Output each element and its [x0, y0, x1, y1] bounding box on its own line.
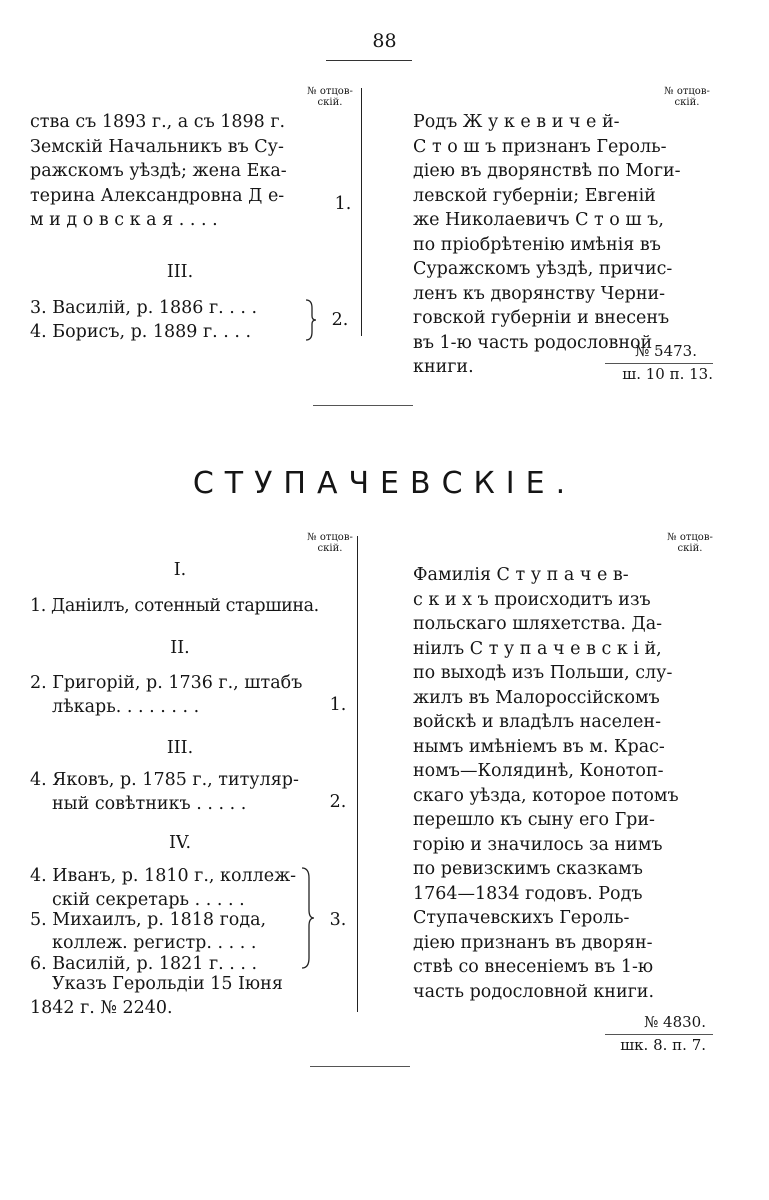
archive-location: ш. 10 п. 13. — [622, 365, 713, 383]
column-tag-left: № отцов- скій. — [307, 86, 353, 108]
person-entry: 6. Василій, р. 1821 г. . . . — [30, 954, 258, 974]
decree-line: Указъ Герольдіи 15 Іюня — [52, 974, 283, 994]
generation-heading: IV. — [168, 833, 192, 853]
reference-rule — [605, 1034, 713, 1035]
person-entry-cont: скій секретарь . . . . . — [52, 890, 245, 910]
person-entry: 3. Василій, р. 1886 г. . . . — [30, 298, 258, 318]
person-entry: 4. Борисъ, р. 1889 г. . . . — [30, 322, 252, 342]
person-entry: 2. Григорій, р. 1736 г., штабъ — [30, 673, 303, 693]
person-entry: 5. Михаилъ, р. 1818 года, — [30, 910, 267, 930]
generation-heading: II. — [170, 638, 190, 658]
decree-line: 1842 г. № 2240. — [30, 998, 173, 1018]
person-entry: 4. Яковъ, р. 1785 г., титуляр- — [30, 770, 299, 790]
reference-rule — [605, 363, 713, 364]
family-heading: СТУПАЧЕВСКІЕ. — [192, 466, 577, 501]
person-entry-cont: ный совѣтникъ . . . . . — [52, 794, 247, 814]
person-entry-cont: коллеж. регистр. . . . . — [52, 933, 257, 953]
section-separator — [310, 1066, 410, 1067]
person-entry: 1. Даніилъ, сотенный старшина. — [30, 596, 319, 616]
father-number: 2. — [331, 310, 349, 330]
person-entry: 4. Иванъ, р. 1810 г., коллеж- — [30, 866, 297, 886]
generation-heading: III. — [166, 738, 194, 758]
father-number: 3. — [329, 910, 347, 930]
brace — [300, 866, 316, 970]
archive-number: № 4830. — [644, 1013, 706, 1031]
column-tag-right: № отцов- скій. — [664, 86, 710, 108]
archive-number: № 5473. — [635, 342, 697, 360]
column-tag-left: № отцов- скій. — [307, 532, 353, 554]
column-divider — [357, 536, 358, 1012]
person-entry-cont: лѣкарь. . . . . . . . — [52, 697, 200, 717]
father-number: 1. — [334, 194, 352, 214]
section-separator — [313, 405, 413, 406]
father-number: 2. — [329, 792, 347, 812]
archive-location: шк. 8. п. 7. — [620, 1036, 706, 1054]
column-tag-right: № отцов- скій. — [667, 532, 713, 554]
page-number-rule — [326, 60, 412, 61]
generation-heading: III. — [166, 262, 194, 282]
page-number: 88 — [372, 30, 397, 52]
zhukevich-stosh-paragraph: Родъ Ж у к е в и ч е й- С т о ш ъ признанъ Героль- діею въ дворянствѣ по Моги- левской губерніи; Евгеній же Николаевичъ С т о ш ъ, по пріобрѣтенію имѣнія въ Суражскомъ уѣздѣ, причис- ленъ къ дворянству Черни- говской губерніи и внесенъ въ 1-ю часть родословной книги. — [413, 112, 681, 377]
stupachevsky-paragraph: Фамилія С т у п а ч е в- с к и х ъ происходитъ изъ польскаго шляхетства. Да- ніилъ С т у п а ч е в с к і й, по выходѣ изъ Польши, слу- жилъ въ Малороссійскомъ войскѣ и владѣлъ населен- нымъ имѣніемъ въ м. Крас- номъ—Колядинѣ, Конотоп- скаго уѣзда, которое потомъ перешло къ сыну его Гри- горію и значилось за нимъ по ревизскимъ сказкамъ 1764—1834 годовъ. Родъ Ступачевскихъ Героль- діею признанъ въ дворян- ствѣ со внесеніемъ въ 1-ю часть родословной книги. — [413, 565, 679, 1002]
generation-heading: I. — [173, 560, 187, 580]
column-divider — [361, 88, 362, 336]
left-continuation-text: ства съ 1893 г., а съ 1898 г. Земскій Начальникъ въ Су- ражскомъ уѣздѣ; жена Ека- терина Александровна Д е- м и д о в с к а я . . . . — [30, 112, 287, 230]
brace — [304, 298, 318, 342]
father-number: 1. — [329, 695, 347, 715]
